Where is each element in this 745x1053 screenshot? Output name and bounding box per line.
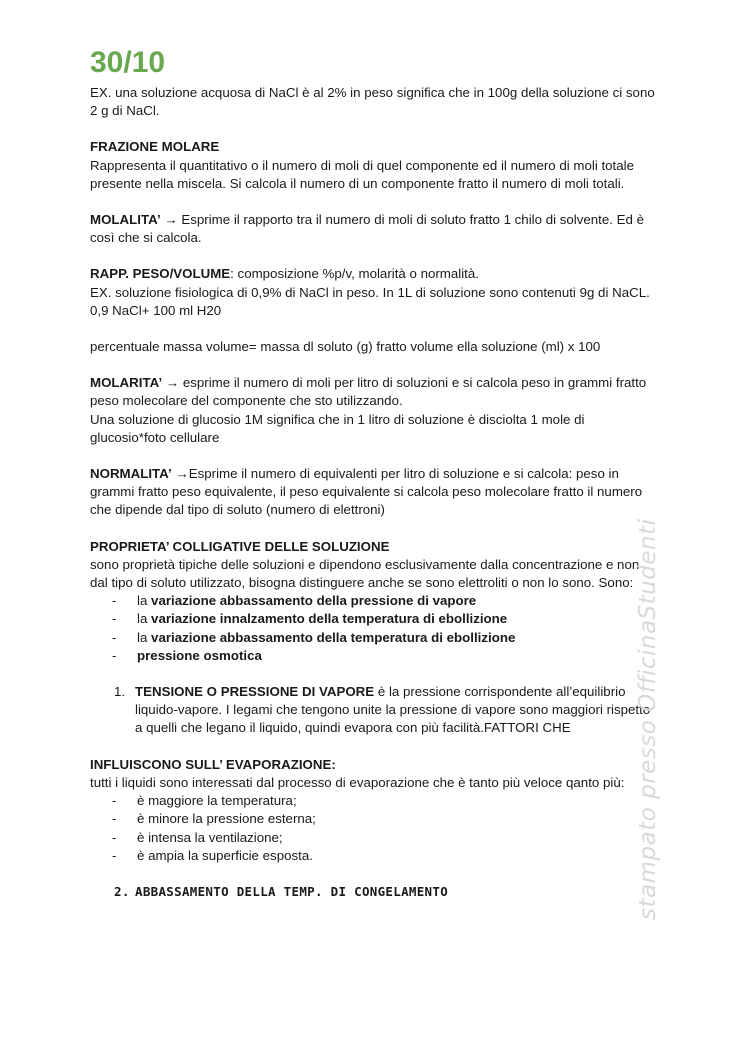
rapp-example: EX. soluzione fisiologica di 0,9% di NaCl in peso. In 1L di soluzione sono contenuti 9g di NaCL. 0,9 NaCl+ 100 ml H20 bbox=[90, 284, 650, 318]
tensione-numbered-item bbox=[90, 683, 658, 738]
proprieta-list bbox=[90, 592, 658, 665]
dash-bullet: - bbox=[112, 629, 117, 645]
frazione-molare-text: Rappresenta il quantitativo o il numero di moli di quel componente ed il numero di moli totale presente nella miscela. Si calcola il numero di un componente fratto il numero di moli totali. bbox=[90, 157, 634, 191]
molalita-text: → Esprime il rapporto tra il numero di moli di soluto fratto 1 chilo di solvente. Ed è così che si calcola. bbox=[90, 212, 645, 246]
frazione-title: FRAZIONE MOLARE bbox=[90, 139, 220, 155]
intro-paragraph: EX. una soluzione acquosa di NaCl è al 2% in peso significa che in 100g della soluzione ci sono 2 g di NaCl. bbox=[90, 85, 655, 119]
normalita-text: →Esprime il numero di equivalenti per litro di soluzione e si calcola: peso in grammi fratto peso equivalente, il peso equivalente si calcola peso molecolare fratto il numero che dipende dal tipo di soluto (numero di elettroni) bbox=[90, 466, 643, 518]
normalita-paragraph bbox=[90, 465, 658, 520]
list-item: - è minore la pressione esterna; bbox=[112, 810, 658, 828]
proprieta-title: PROPRIETA’ COLLIGATIVE DELLE SOLUZIONE bbox=[90, 538, 390, 554]
molarita-title: MOLARITA’ bbox=[90, 375, 163, 391]
influiscono-list bbox=[90, 792, 658, 865]
proprieta-text: sono proprietà tipiche delle soluzioni e dipendono esclusivamente dalla concentrazione e non dal tipo di soluto utilizzato, bisogna distinguere anche se sono elettroliti o non lo sono. Sono: bbox=[90, 556, 640, 591]
dash-bullet: - bbox=[112, 593, 117, 609]
frazione-molare-heading bbox=[90, 138, 658, 156]
molalita-paragraph bbox=[90, 211, 658, 247]
molarita-text: → esprime il numero di moli per litro di soluzioni e si calcola peso in grammi fratto peso molecolare del componente che sto utilizzando. bbox=[90, 375, 647, 409]
influiscono-heading bbox=[90, 756, 658, 774]
page-date-heading: 30/10 bbox=[90, 46, 166, 79]
normalita-title: NORMALITA’ bbox=[90, 466, 172, 482]
list-item: - la variazione abbassamento della pressione di vapore bbox=[112, 592, 658, 610]
abbassamento-numbered-item bbox=[90, 883, 658, 901]
item-number: 2. bbox=[114, 883, 130, 899]
influiscono-text: tutti i liquidi sono interessati dal processo di evaporazione che è tanto più veloce qanto più: bbox=[90, 774, 625, 790]
watermark-text: stampato presso OfficinaStudenti bbox=[635, 518, 661, 920]
dash-bullet: - bbox=[112, 847, 117, 863]
list-item: - la variazione abbassamento della temperatura di ebollizione bbox=[112, 629, 658, 647]
list-item: - è ampia la superficie esposta. bbox=[112, 847, 658, 865]
dash-bullet: - bbox=[112, 793, 117, 809]
document-page bbox=[90, 46, 658, 901]
rapp-title: RAPP. PESO/VOLUME bbox=[90, 266, 231, 282]
molalita-title: MOLALITA’ bbox=[90, 212, 161, 228]
tensione-title: TENSIONE O PRESSIONE DI VAPORE bbox=[135, 684, 375, 700]
rapp-formula: percentuale massa volume= massa dl soluto (g) fratto volume ella soluzione (ml) x 100 bbox=[90, 339, 601, 355]
list-item: - è maggiore la temperatura; bbox=[112, 792, 658, 810]
dash-bullet: - bbox=[112, 647, 117, 663]
proprieta-heading bbox=[90, 538, 658, 556]
abbassamento-title: ABBASSAMENTO DELLA TEMP. DI CONGELAMENTO bbox=[135, 883, 449, 899]
list-item: - pressione osmotica bbox=[112, 647, 658, 665]
molarita-paragraph bbox=[90, 374, 658, 410]
rapp-peso-volume-paragraph bbox=[90, 265, 658, 283]
rapp-text: : composizione %p/v, molarità o normalità. bbox=[230, 266, 479, 282]
influiscono-title: INFLUISCONO SULL’ EVAPORAZIONE: bbox=[90, 756, 336, 772]
tensione-text: è la pressione corrispondente all’equilibrio liquido-vapore. I legami che tengono unite la pressione di vapore sono maggiori rispetto a quelli che legano il liquido, quindi evapora con più facilità.FATTORI CHE bbox=[135, 684, 651, 736]
item-number: 1. bbox=[114, 684, 126, 700]
dash-bullet: - bbox=[112, 811, 117, 827]
list-item: - la variazione innalzamento della temperatura di ebollizione bbox=[112, 610, 658, 628]
dash-bullet: - bbox=[112, 829, 117, 845]
dash-bullet: - bbox=[112, 611, 117, 627]
molarita-example: Una soluzione di glucosio 1M significa che in 1 litro di soluzione è disciolta 1 mole di glucosio*foto cellulare bbox=[90, 411, 585, 445]
list-item: - è intensa la ventilazione; bbox=[112, 829, 658, 847]
